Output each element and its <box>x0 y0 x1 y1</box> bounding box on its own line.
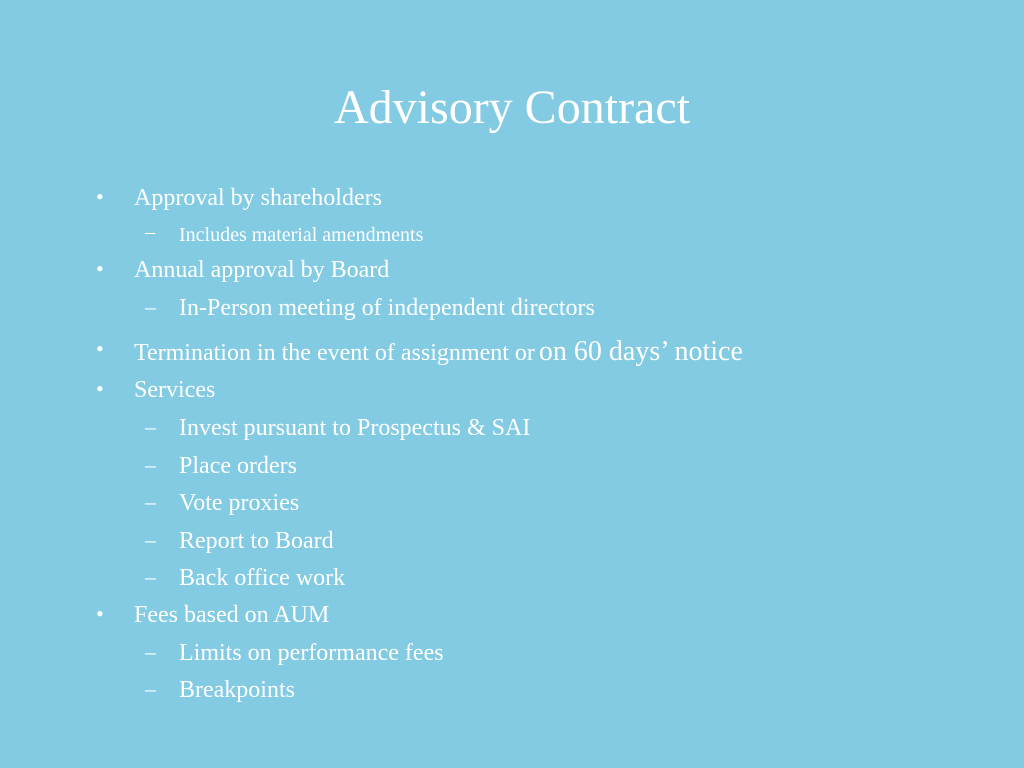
dash-icon: – <box>145 564 156 589</box>
bullet-text: Annual approval by Board <box>134 257 390 283</box>
dash-icon: – <box>145 489 156 514</box>
dash-icon: – <box>145 676 156 701</box>
sub-item-text: Breakpoints <box>179 677 295 703</box>
dash-icon: – <box>145 639 156 664</box>
bullet-icon: • <box>96 336 104 361</box>
sub-item-text: Vote proxies <box>179 490 300 516</box>
bullet-icon: • <box>96 376 104 401</box>
bullet-icon: • <box>96 256 104 281</box>
dash-icon: – <box>145 527 156 552</box>
sub-item-text: Place orders <box>179 453 297 479</box>
sub-item-text: Limits on performance fees <box>179 640 444 666</box>
bullet-text: Services <box>134 377 216 403</box>
dash-icon: – <box>145 452 156 477</box>
notice-text: on 60 days’ notice <box>538 336 743 367</box>
sub-item-text: Invest pursuant to Prospectus & SAI <box>179 415 531 441</box>
bullet-text: Fees based on AUM <box>134 602 330 628</box>
sub-item-text: Includes material amendments <box>179 224 424 246</box>
bullet-icon: • <box>96 601 104 626</box>
bullet-text <box>134 336 743 372</box>
dash-icon: – <box>145 294 156 319</box>
sub-item-text: Back office work <box>179 565 346 591</box>
slide-title: Advisory Contract <box>334 81 690 134</box>
termination-text: Termination in the event of assignment or <box>134 340 535 366</box>
bullet-text: Approval by shareholders <box>134 185 382 211</box>
sub-item-text: Report to Board <box>179 528 334 554</box>
sub-item-text: In-Person meeting of independent directors <box>179 295 595 321</box>
dash-icon: – <box>145 414 156 439</box>
bullet-icon: • <box>96 184 104 209</box>
dash-icon: – <box>145 221 155 243</box>
